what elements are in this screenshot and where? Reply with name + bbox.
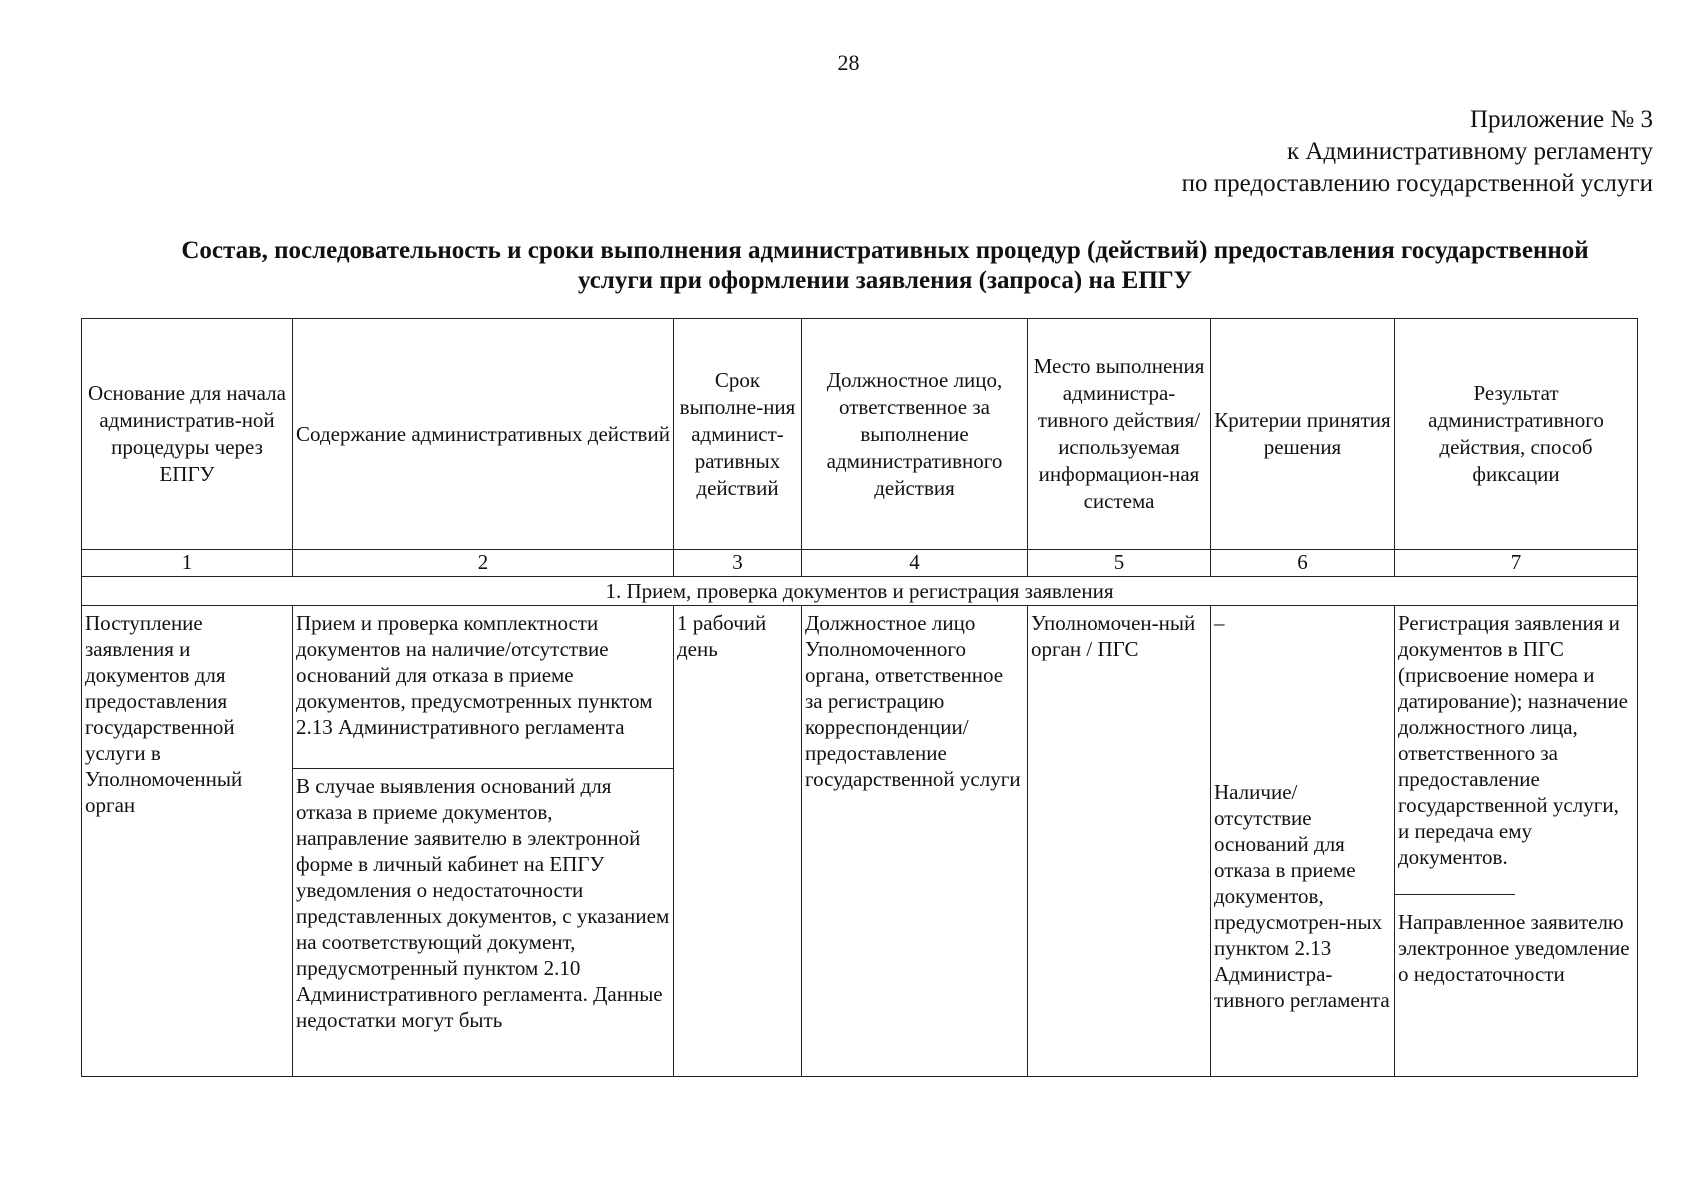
- action-notify-text: В случае выявления оснований для отказа в приеме документов, направление заявителю в электронной форме в личный кабинет на ЕПГУ уведомления о недостаточности представленных документов, с указанием на соответствующий документ, предусмотренный пунктом 2.10 Административного регламента. Данные недостатки могут быть: [296, 774, 670, 1032]
- header-actions: Содержание административных действий: [293, 319, 674, 550]
- cell-criteria: [1211, 606, 1395, 1077]
- cell-place: [1028, 606, 1211, 1077]
- header-basis: Основание для начала административ-ной процедуры через ЕПГУ: [82, 319, 293, 550]
- table-header-row: [82, 319, 1638, 550]
- title-line-1: Состав, последовательность и сроки выполнения административных процедур (действий) предоставления государственной: [181, 237, 1589, 264]
- criteria-dash: –: [1214, 611, 1225, 635]
- header-official: Должностное лицо, ответственное за выполнение административного действия: [802, 319, 1028, 550]
- cell-result: [1395, 606, 1638, 1077]
- column-number: 2: [293, 550, 674, 577]
- column-number: 6: [1211, 550, 1395, 577]
- cell-official: [802, 606, 1028, 1077]
- cell-term: [674, 606, 802, 1077]
- column-number: 7: [1395, 550, 1638, 577]
- term-text: 1 рабочий день: [677, 611, 767, 661]
- column-number-row: [82, 550, 1638, 577]
- action-check-text: Прием и проверка комплектности документов на наличие/отсутствие оснований для отказа в приеме документов, предусмотренных пунктом 2.13 Административного регламента: [293, 606, 673, 769]
- table-row: [82, 606, 1638, 1077]
- document-title: [120, 236, 1650, 296]
- criteria-text: Наличие/ отсутствие оснований для отказа в приеме документов, предусмотрен-ных пунктом 2.13 Администра-тивного регламента: [1214, 780, 1390, 1012]
- column-number: 5: [1028, 550, 1211, 577]
- section-row: [82, 577, 1638, 606]
- basis-text: Поступление заявления и документов для предоставления государственной услуги в Уполномоченный орган: [85, 611, 243, 817]
- cell-actions: [293, 606, 674, 1077]
- result-notification-text: Направленное заявителю электронное уведомление о недостаточности: [1398, 910, 1630, 986]
- procedures-table: [81, 318, 1638, 1077]
- page-number: 28: [837, 50, 860, 75]
- result-separator: [1395, 894, 1515, 895]
- header-term: Срок выполне-ния админист-ративных действий: [674, 319, 802, 550]
- section-title: 1. Прием, проверка документов и регистрация заявления: [82, 577, 1638, 606]
- appendix-line-3: по предоставлению государственной услуги: [1181, 170, 1653, 197]
- appendix-line-2: к Административному регламенту: [1286, 138, 1653, 165]
- result-registration-text: Регистрация заявления и документов в ПГС (присвоение номера и датирование); назначение должностного лица, ответственного за предоставление государственной услуги, и передача ему документов.: [1398, 611, 1628, 869]
- appendix-line-1: Приложение № 3: [1469, 106, 1653, 133]
- column-number: 1: [82, 550, 293, 577]
- header-criteria: Критерии принятия решения: [1211, 319, 1395, 550]
- header-result: Результат административного действия, способ фиксации: [1395, 319, 1638, 550]
- appendix-heading: [1182, 104, 1653, 200]
- column-number: 4: [802, 550, 1028, 577]
- place-text: Уполномочен-ный орган / ПГС: [1031, 611, 1196, 661]
- title-line-2: услуги при оформлении заявления (запроса) на ЕПГУ: [577, 267, 1193, 294]
- cell-basis: [82, 606, 293, 1077]
- official-text: Должностное лицо Уполномоченного органа, ответственное за регистрацию корреспонденции/ предоставление государственной услуги: [805, 611, 1021, 791]
- header-place: Место выполнения администра-тивного действия/ используемая информацион-ная система: [1028, 319, 1211, 550]
- column-number: 3: [674, 550, 802, 577]
